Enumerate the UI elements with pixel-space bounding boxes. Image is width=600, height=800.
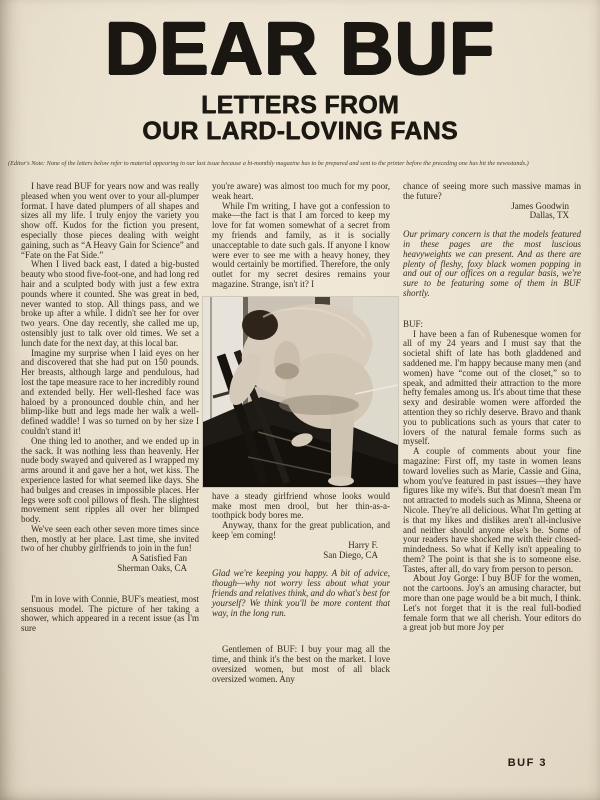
letter-signature <box>212 541 390 561</box>
editor-note: (Editor's Note: None of the letters below refer to material appearing in our last issue because a bi-monthly magazine has to be prepared and sent to the printer before the preceding one has hit the newsstands.) <box>8 160 529 167</box>
page-number: BUF 3 <box>507 757 547 769</box>
letter-paragraph: Anyway, thanx for the great publication, and keep 'em coming! <box>212 520 390 540</box>
page-title: DEAR BUF <box>104 7 496 90</box>
letter-paragraph: One thing led to another, and we ended up in the sack. It was nothing less than heavenly. Her nude body swayed and quivered as I wrapped my arms around it and gave her a hot, wet kiss. The experience lasted for what seemed like days. She had bulges and creases in impossible places. Her legs were soft cool pillows of flesh. The slightest movement sent ripples all over her blimped body. <box>21 435 199 525</box>
signature-name: James Goodwin <box>511 200 569 211</box>
letter-paragraph: I'm in love with Connie, BUF's meatiest, most sensuous model. The picture of her taking a shower, which appeared in a recent issue (as I'm sure <box>21 593 199 634</box>
letter-paragraph: We've seen each other seven more times since then, mostly at her place. Last time, she invited two of her chubby girlfriends to join in the fun! <box>21 523 199 554</box>
letter-paragraph: When I lived back east, I dated a big-busted beauty who stood five-foot-one, and had long red hair and a sculpted body with just a few extra pounds where it counted. She was great in bed, never wanted to stop. All things pass, and we broke up after a while. I didn't see her for over two years. One day recently, she called me up, ostensibly just to talk over old times. We set a lunch date for the next day, at this local bar. <box>21 259 199 348</box>
signature-city: San Diego, CA <box>323 549 378 560</box>
letter-paragraph-continued: have a steady girlfriend whose looks would make most men drool, but her thin-as-a-toothpick body bores me. <box>212 490 390 521</box>
letter-paragraph: Imagine my surprise when I laid eyes on her and discovered that she had put on 150 pounds. Her breasts, although large and pendulous, had lost the tape measure race to her incredibly round and extended belly. Her well-fleshed face was haloed by a pronounced double chin, and her blimp-like butt and legs made her walk a well-defined waddle! I was so turned on by her size I couldn't stand it! <box>21 347 199 436</box>
signature-name: A Satisfied Fan <box>131 553 187 564</box>
letter-paragraph: A couple of comments about your fine magazine: First off, my taste in women leans toward lovelies such as Marie, Cassie and Gina, whom you've featured in past issues—they have figures like my wife's. But that doesn't mean I'm not attracted to models such as Minna, Sheena or Nicole. They're all delicious. What I'm getting at is that my likes and dislikes aren't all-inclusive and neither should anyone else's be. Some of your readers have shocked me with their closed-mindedness. So what if Kelly isn't appealing to them? The point is that she is to someone else. Tastes, after all, do vary from person to person. <box>403 446 581 574</box>
editor-reply: Glad we're keeping you happy. A bit of advice, though—why not worry less about what your friends and relatives think, and do what's best for yourself? We think you'll be more content that way, in the long run. <box>212 568 390 618</box>
page-subtitle <box>0 92 600 144</box>
letter-paragraph: While I'm writing, I have got a confession to make—the fact is that I am forced to keep my love for fat women somewhat of a secret from my friends and family, as it is socially unacceptable to date such gals. If anyone I know were ever to see me with a heavy honey, they would certainly be mortified. Therefore, the only outlet for my secret desires remains your magazine. Strange, isn't it? I <box>212 200 390 289</box>
signature-city: Dallas, TX <box>529 210 569 221</box>
letter-photo <box>203 297 398 487</box>
letter-paragraph: Gentlemen of BUF: I buy your mag all the time, and think it's the best on the market. I love oversized women, but most of all black oversized women. Any <box>212 644 390 684</box>
letters-columns <box>0 182 600 685</box>
column-1 <box>21 182 199 685</box>
letter-paragraph-continued: chance of seeing more such massive mamas in the future? <box>403 181 581 201</box>
letter-paragraph: I have read BUF for years now and was really pleased when you went over to your all-plumper format. I have dated plumpers of all shapes and sizes all my life. I truly enjoy the variety you show off. Kudos for the fiction you present, especially those pieces dealing with weight gaining, such as “A Heavy Gain for Science” and “Fate on the Fat Side.” <box>21 181 199 260</box>
letter-signature <box>403 202 581 222</box>
signature-city: Sherman Oaks, CA <box>117 563 187 574</box>
subtitle-line-1: LETTERS FROM <box>200 91 400 119</box>
letter-paragraph: I have been a fan of Rubenesque women for all of my 24 years and I must say that the societal shift of late has both gladdened and saddened me. I'm happy because many men (and women) have “come out of the closet,” so to speak, and admitted their attraction to the more hefty females among us. It's about time that these sexy and desirable women were afforded the attention they so richly deserve. Bravo and thank you to publications such as yours that cater to lovers of the natural female forms such as myself. <box>403 328 581 447</box>
letter-paragraph-continued: you're aware) was almost too much for my poor, weak heart. <box>212 181 390 201</box>
column-2 <box>212 182 390 685</box>
photo-illustration <box>203 297 398 487</box>
letter-signature <box>21 554 199 574</box>
subtitle-line-2: OUR LARD-LOVING FANS <box>142 117 458 145</box>
column-3 <box>403 182 581 685</box>
letter-paragraph: About Joy Gorge: I buy BUF for the women, not the cartoons. Joy's an amusing character, but more than one page would be a bit much, I think. Let's not forget that it is the real full-bodied female form that we all cherish. Your editors do a great job but more Joy per <box>403 573 581 633</box>
editor-reply: Our primary concern is that the models featured in these pages are the most luscious heavyweights we can present. And as there are plenty of fleshy, foxy black women popping in and out of our offices on a regular basis, we're sure to be featuring some of them in BUF shortly. <box>403 229 581 298</box>
masthead <box>0 0 600 167</box>
letter-salutation: BUF: <box>403 318 424 329</box>
signature-name: Harry F. <box>348 539 378 550</box>
